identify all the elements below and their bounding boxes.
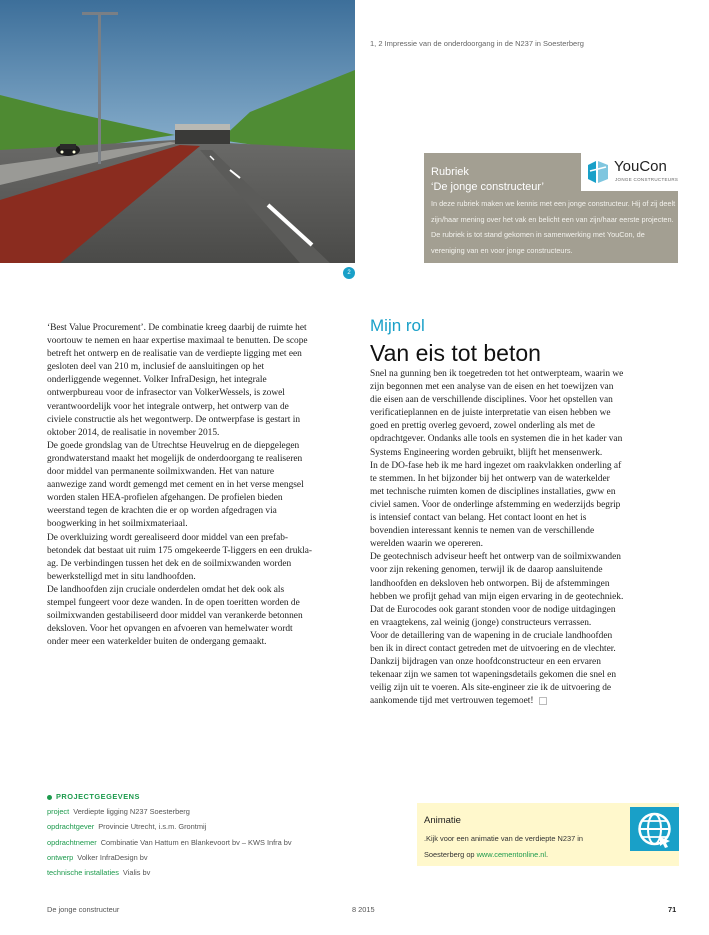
road-underpass-photo	[0, 0, 355, 263]
article-paragraph: De overkluizing wordt gerealiseerd door middel van een prefab-betondek dat bestaat uit ruim 175 omgekeerde T-liggers en een druklaag. De verbindingen tussen het dek en de soilmixwanden worden bewerkstelligd met in situ landhoofden.	[47, 532, 313, 582]
section-heading: Van eis tot beton	[370, 340, 541, 366]
article-last-paragraph-text: Voor de detaillering van de wapening in de cruciale landhoofden ben ik in direct contact getreden met de uitvoering en de vlechter. Dankzij bijdragen van onze hoofdconstructeur en een ervaren tekenaar zijn we samen tot wapeningsdetails gekomen die snel en veilig zijn uit te voeren. Als site-engineer zie ik de uitvoering de aankomende tijd met vertrouwen tegemoet!	[370, 630, 617, 707]
cementonline-link[interactable]: www.cementonline.nl	[476, 849, 547, 859]
article-paragraph: De goede grondslag van de Utrechtse Heuvelrug en de diepgelegen grondwaterstand maakt het mogelijk de onderdoorgang te realiseren door middel van permanente soilmixwanden. Het van nature aanwezige zand wordt gemengd met cement en in het verse mengsel worden stalen HEA-profielen afgehangen. De profielen bieden weerstand tegen de krachten die er op worden afgedragen via boogwerking in het soilmixmateriaal.	[47, 440, 304, 530]
article-paragraph: De landhoofden zijn cruciale onderdelen omdat het dek ook als stempel fungeert voor deze wanden. In de open toeritten worden de soilmixwanden gestabiliseerd door middel van verankerde betonnen deksloven. Voor het opvangen en afvoeren van hemelwater wordt onder meer een waterkelder buiten de ondergang gemaakt.	[47, 584, 303, 648]
project-data-value: Combinatie Van Hattum en Blankevoort bv – KWS Infra bv	[100, 837, 292, 847]
project-data-value: Vialis bv	[122, 868, 151, 878]
photo-caption: 1, 2 Impressie van de onderdoorgang in de N237 in Soesterberg	[370, 39, 584, 48]
article-left-column	[47, 322, 315, 649]
rubriek-description: In deze rubriek maken we kennis met een jonge constructeur. Hij of zij deelt zijn/haar mening over het vak en belicht een van zijn/haar eerste projecten. De rubriek is tot stand gekomen in samenwerking met YouCon, de vereniging van en voor jonge constructeurs.	[431, 199, 676, 255]
bullet-icon	[47, 795, 52, 800]
project-data-value: Verdiepte ligging N237 Soesterberg	[73, 807, 190, 817]
project-data-row	[47, 819, 377, 834]
project-data-row	[47, 804, 377, 819]
rubriek-title	[431, 165, 571, 195]
section-label: Mijn rol	[370, 316, 425, 335]
project-data-value: Volker InfraDesign bv	[77, 852, 148, 862]
youcon-logo-icon	[588, 161, 608, 183]
globe-icon	[630, 807, 679, 851]
article-paragraph: De geotechnisch adviseur heeft het ontwerp van de soilmixwanden voor zijn rekening genomen, terwijl ik de daarop aansluitende landhoofden en deksloven heb ontworpen. Bij de afstemmingen hebben we profijt gehad van mijn eigen ervaring in de geotechniek. Dat de Eurocodes ook garant stonden voor de nodige uitdagingen en vraagtekens, zal weinig (jonge) constructeurs verrassen.	[370, 552, 624, 628]
footer-page-number: 71	[668, 905, 677, 914]
youcon-tagline: JONGE CONSTRUCTEURS	[615, 177, 679, 182]
project-data-key: project	[47, 807, 70, 817]
animatie-body-text: .Kijk voor een animatie van de verdiepte N237 in Soesterberg op	[424, 834, 583, 859]
youcon-wordmark: YouCon	[614, 158, 667, 175]
rubriek-title-line1: Rubriek	[431, 166, 469, 178]
article-end-mark-icon	[539, 697, 547, 705]
project-data-row	[47, 835, 377, 850]
project-data-row	[47, 865, 377, 880]
project-data-heading	[47, 789, 377, 804]
article-paragraph: Snel na gunning ben ik toegetreden tot het ontwerpteam, waarin we zijn begonnen met een analyse van de eisen en het toewijzen van die eisen aan de verschillende disciplines. Voor het opstellen van verificatieplannen en de juiste interpretatie van eisen hebben we goed en prettig overleg gevoerd, zowel onderling als met de opdrachtgever. Ondanks alle tools en systemen die in het kader van Systems Engineering worden gebruikt, blijft het mensenwerk.	[370, 369, 624, 458]
project-data-key: opdrachtnemer	[47, 837, 97, 847]
project-data-key: ontwerp	[47, 852, 74, 862]
animatie-tail: .	[546, 849, 549, 859]
project-data	[47, 789, 377, 880]
project-data-key: technische installaties	[47, 868, 119, 878]
article-paragraph	[370, 630, 626, 709]
article-paragraph: ‘Best Value Procurement’. De combinatie kreeg daarbij de ruimte het voortouw te nemen en haar expertise maximaal te benutten. De scope betreft het ontwerp en de realisatie van de verdiepte ligging met een gesloten deel van 210 m, inclusief de aansluitingen op het onderliggende wegennet. Volker InfraDesign, het integrale ontwerpbureau voor de infrasector van VolkerWessels, is zowel verantwoordelijk voor het integrale ontwerp, het ontwerp van de civiele constructie als het wegontwerp. De ontwerpfase is gestart in oktober 2014, de realisatie in november 2015.	[47, 323, 308, 438]
project-data-heading-text: PROJECTGEGEVENS	[56, 792, 140, 801]
footer-section-name: De jonge constructeur	[47, 905, 120, 914]
article-right-column	[370, 368, 626, 708]
animatie-title: Animatie	[424, 815, 461, 826]
project-data-value: Provincie Utrecht, i.s.m. Grontmij	[98, 822, 207, 832]
photo-number-marker: 2	[343, 267, 355, 279]
rubriek-title-line2: ‘De jonge constructeur’	[431, 181, 544, 193]
project-data-key: opdrachtgever	[47, 822, 95, 832]
footer-issue: 8 2015	[352, 905, 375, 914]
animatie-text	[424, 831, 624, 862]
article-paragraph: In de DO-fase heb ik me hard ingezet om raakvlakken onderling af te stemmen. In het bijzonder bij het ontwerp van de waterkelder met technische ruimten komen de disciplines installaties, gww en civiel samen. Voor de onderlinge afstemming en wederzijds begrip is intensief contact van belang. Het contact loont en het is bovendien interessant kennis te nemen van de verschillende werelden waarin we opereren.	[370, 460, 622, 550]
project-data-row	[47, 850, 377, 865]
